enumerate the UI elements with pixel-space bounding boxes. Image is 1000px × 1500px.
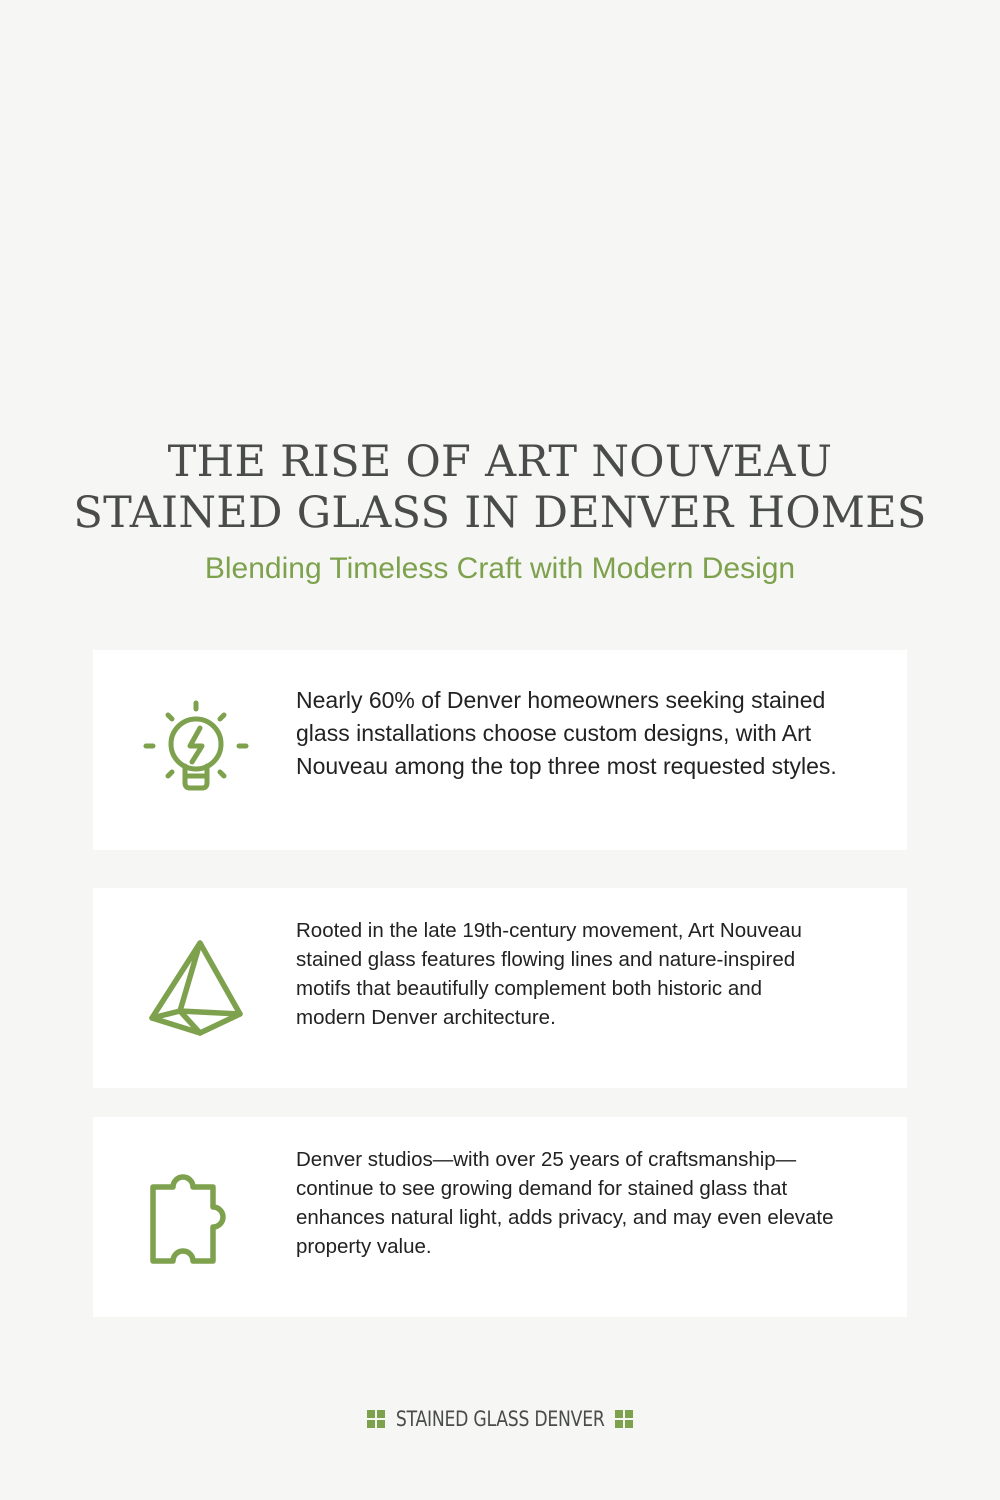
- brand-logo-text: STAINED GLASS DENVER: [395, 1407, 605, 1431]
- info-card-custom-designs: [93, 650, 907, 850]
- card-text: Rooted in the late 19th-century movement, Art Nouveau stained glass features flowing lines and nature-inspired motifs that beautifully complement both historic and modern Denver architecture.: [296, 919, 802, 1029]
- logo-squares-right-icon: [615, 1410, 633, 1428]
- lightbulb-icon: [143, 700, 249, 800]
- page-title-line-2: STAINED GLASS IN DENVER HOMES: [73, 488, 927, 538]
- page-title-line-1: THE RISE OF ART NOUVEAU: [167, 437, 833, 487]
- card-text: Nearly 60% of Denver homeowners seeking stained glass installations choose custom designs, with Art Nouveau among the top three most requested styles.: [296, 687, 837, 779]
- info-card-denver-studios: [93, 1117, 907, 1317]
- page-title: [0, 437, 1000, 539]
- puzzle-piece-icon: [143, 1167, 249, 1267]
- pyramid-icon: [143, 938, 249, 1038]
- brand-logo: [0, 1405, 1000, 1433]
- logo-squares-left-icon: [367, 1410, 385, 1428]
- info-card-history: [93, 888, 907, 1088]
- page-subtitle: Blending Timeless Craft with Modern Design: [204, 552, 796, 585]
- card-text: Denver studios—with over 25 years of craftsmanship—continue to see growing demand for stained glass that enhances natural light, adds privacy, and may even elevate property value.: [296, 1148, 834, 1258]
